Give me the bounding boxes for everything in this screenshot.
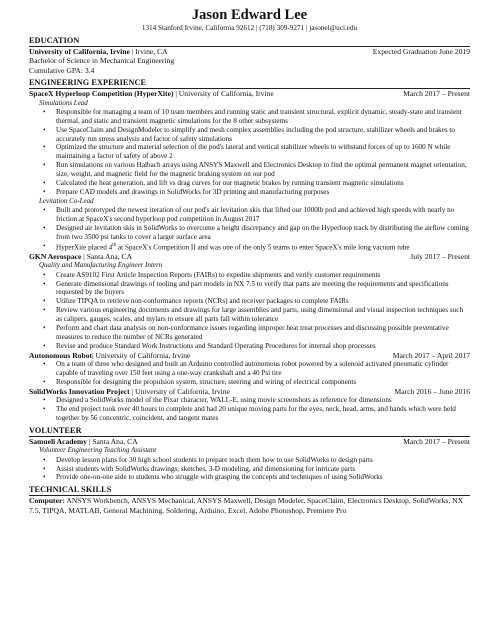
gkn-row bbox=[29, 252, 470, 261]
list-item: • Responsible for managing a team of 10 team members and running static and transient structural, explicit dynamic, steady-state and transient thermal, and static and transient magnetic simulations for the 8 other subsystems bbox=[56, 108, 470, 126]
skills-text bbox=[29, 496, 470, 515]
spacex-row bbox=[29, 89, 470, 98]
volunteer-org-line bbox=[29, 437, 138, 446]
spacex-bullets-simulations bbox=[29, 108, 470, 197]
list-item: • Use SpaceClaim and DesignModeler to simplify and mesh complex assemblies including the pod structure, stabilizer wheels and brakes to accurately run stress analysis and factor of safety simulations bbox=[56, 126, 470, 144]
list-item: • Assist students with SolidWorks drawings, sketches, 3-D modeling, and dimensioning for intricate parts bbox=[56, 465, 470, 474]
spacex-role-simulations: Simulations Lead bbox=[39, 98, 88, 107]
section-skills-heading: TECHNICAL SKILLS bbox=[29, 485, 470, 496]
list-item: • Optimized the structure and material selection of the pod's lateral and vertical stabilizer wheels to withstand forces of up to 1600 N while maintaining a factor of safety of above 2 bbox=[56, 143, 470, 161]
list-item: • Generate dimensional drawings of tooling and part models in NX 7.5 to verify that parts are meeting the requirements and specifications requested by the buyers bbox=[56, 280, 470, 298]
solidworks-org-line bbox=[29, 387, 230, 396]
education-row bbox=[29, 47, 470, 56]
volunteer-row bbox=[29, 437, 470, 446]
list-item: • Calculated the heat generation, and lift vs drag curves for our magnetic brakes by running transient magnetic simulations bbox=[56, 179, 470, 188]
volunteer-location: | Santa Ana, CA bbox=[87, 437, 138, 447]
solidworks-bullets bbox=[29, 396, 470, 423]
list-item: • Create AS9102 First Article Inspection Reports (FAIRs) to expedite shipments and verify customer requirements bbox=[56, 271, 470, 280]
robot-row bbox=[29, 351, 470, 360]
list-item bbox=[56, 242, 470, 252]
solidworks-row bbox=[29, 387, 470, 396]
volunteer-org: Samueli Academy bbox=[29, 437, 88, 447]
list-item: • Review various engineering documents and drawings for large assemblies and parts, using dimensional and visual inspection techniques such as calipers, gauges, scales, and mylars to ensure all parts fall within tolerance bbox=[56, 306, 470, 324]
list-item: • On a team of three who designed and built an Arduino controlled autonomous robot powered by a solenoid activated pneumatic cylinder capable of traveling over 150 feet using a one-way crankshaft and a 40 Psi tire bbox=[56, 360, 470, 378]
list-item: • Utilize TIPQA to retrieve non-conformance reports (NCRs) and receiver packages to complete FAIRs bbox=[56, 297, 470, 306]
list-item: • Provide one-on-one aide to students who struggle with grasping the concepts and techniques of using SolidWorks bbox=[56, 473, 470, 482]
gkn-date: July 2017 – Present bbox=[410, 252, 470, 262]
list-item: • Designed air levitation skis in SolidWorks to overcome a height discrepancy and gap on the Hyperloop track by distributing the airflow coming from two 3500 psi tanks to cover a larger surface area bbox=[56, 224, 470, 242]
volunteer-bullets bbox=[29, 456, 470, 483]
robot-bullets bbox=[29, 360, 470, 387]
gkn-bullets bbox=[29, 271, 470, 351]
list-item: • Built and prototyped the newest iteration of our pod's air levitation skis that lifted our 1000lb pod and achieved high speeds with nearly no friction at SpaceX's second hyperloop pod competition in August 2017 bbox=[56, 206, 470, 224]
list-item: • Develop lesson plans for 30 high school students to prepare teach them how to use SolidWorks to design parts bbox=[56, 456, 470, 465]
list-item: • Perform and chart data analysis on non-conformance issues regarding improper heat treat processes and discussing possible preventative measures to reduce the number of NCRs generated bbox=[56, 324, 470, 342]
volunteer-date: March 2017 – Present bbox=[403, 437, 470, 447]
spacex-role-levitation: Levitation Co-Lead bbox=[39, 196, 94, 205]
list-item: • Prepare CAD models and drawings in SolidWorks for 3D printing and manufacturing purposes bbox=[56, 188, 470, 197]
list-item: • Run simulations on various Halbach arrays using ANSYS Maxwell and Electronics Desktop to find the optimal permanent magnet orientation, size, weight, and magnetic field for the magnetic braking system on our pod bbox=[56, 161, 470, 179]
solidworks-date: March 2016 – June 2016 bbox=[394, 386, 470, 396]
education-date: Expected Graduation June 2019 bbox=[372, 47, 470, 56]
spacex-bullets-levitation bbox=[29, 206, 470, 252]
section-volunteer-heading: VOLUNTEER bbox=[29, 426, 470, 437]
skills-list: ANSYS Workbench, ANSYS Mechanical, ANSYS Maxwell, Design Modeler, SpaceClaim, Electronics Desktop, SolidWorks, NX 7.5, TIPQA, MATLAB, General Machining, Soldering, Arduino, Excel, Adobe Photoshop, Premiere Pro bbox=[29, 496, 464, 515]
gkn-location: | Santa Ana, CA bbox=[81, 252, 133, 262]
robot-org: Autonomous Robot bbox=[29, 350, 93, 360]
robot-org-line bbox=[29, 351, 190, 360]
list-item: • Designed a SolidWorks model of the Pixar character, WALL-E, using movie screenshots as reference for dimensions bbox=[56, 396, 470, 405]
school-location: | Irvine, CA bbox=[129, 47, 168, 56]
robot-location: | University of California, Irvine bbox=[92, 350, 191, 360]
gkn-org-line bbox=[29, 252, 132, 261]
placement-text-pre: HyperXite placed 4 bbox=[56, 243, 113, 252]
education-gpa: Cumulative GPA: 3.4 bbox=[29, 65, 95, 75]
spacex-org: SpaceX Hyperloop Competition (HyperXite) bbox=[29, 89, 174, 99]
list-item: • Revise and produce Standard Work Instructions and Standard Operating Procedures for internal shop processes bbox=[56, 342, 470, 351]
resume-name: Jason Edward Lee bbox=[191, 7, 308, 23]
section-engineering-heading: ENGINEERING EXPERIENCE bbox=[29, 78, 470, 89]
spacex-org-line bbox=[29, 89, 274, 98]
volunteer-role: Volunteer Engineering Teaching Assistant bbox=[39, 446, 157, 455]
solidworks-org: SolidWorks Innovation Project bbox=[29, 386, 130, 396]
school-name: University of California, Irvine bbox=[29, 47, 130, 56]
placement-superscript: th bbox=[112, 242, 117, 248]
solidworks-location: | University of California, Irvine bbox=[129, 386, 230, 396]
education-school bbox=[29, 47, 168, 56]
contact-line: 1314 Stanford Irvine, California 92612 | (718) 309-9271 | jasonel@uci.edu bbox=[141, 24, 358, 32]
spacex-location: | University of California, Irvine bbox=[173, 89, 274, 99]
list-item: • The end project took over 40 hours to complete and had 20 unique moving parts for the eyes, neck, head, arms, and hands which were held together by 56 concentric, coincident, and tangent mates bbox=[56, 405, 470, 423]
list-item: • Responsible for designing the propulsion system, structure, steering and wiring of electrical components bbox=[56, 378, 470, 387]
education-degree: Bachelor of Science in Mechanical Engineering bbox=[29, 56, 175, 66]
section-education-heading: EDUCATION bbox=[29, 36, 470, 47]
skills-label: Computer: bbox=[29, 496, 65, 506]
gkn-org: GKN Aerospace bbox=[29, 252, 82, 262]
robot-date: March 2017 – April 2017 bbox=[392, 350, 470, 360]
gkn-role: Quality and Manufacturing Engineer Intern bbox=[39, 261, 163, 270]
spacex-date: March 2017 – Present bbox=[403, 89, 470, 99]
placement-text-post: at SpaceX's Competition II and was one of the only 5 teams to enter SpaceX's mile long vacuum tube bbox=[116, 243, 410, 252]
